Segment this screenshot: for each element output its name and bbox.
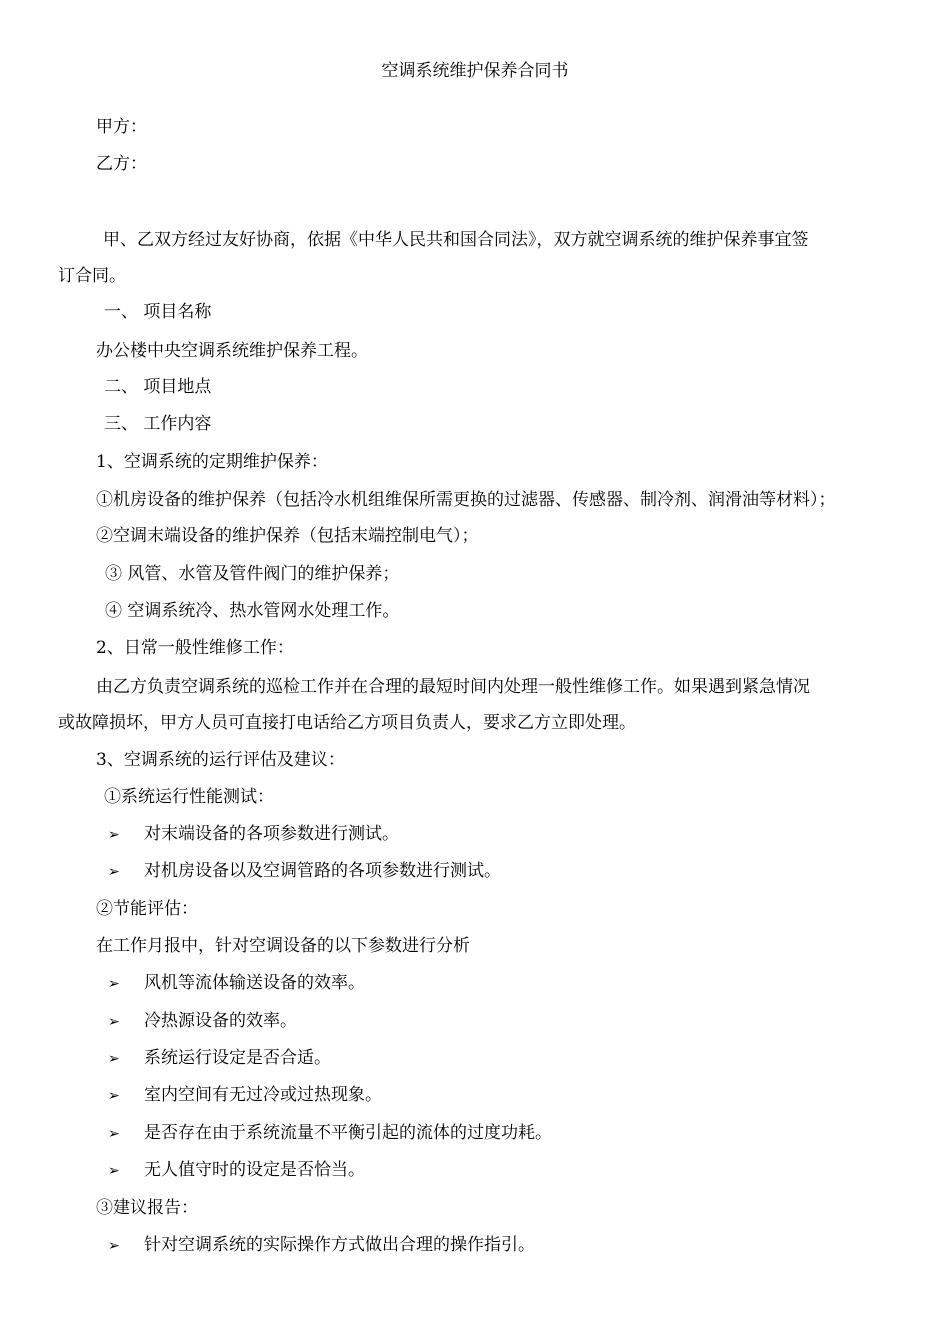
arrow-bullet-icon: ➢ <box>108 827 120 843</box>
list-item-text: 无人值守时的设定是否恰当。 <box>144 1160 365 1180</box>
list-item <box>108 1234 535 1257</box>
party-b-label: 乙方： <box>96 154 147 174</box>
item-2-body-line-2: 或故障损坏，甲方人员可直接打电话给乙方项目负责人，要求乙方立即处理。 <box>58 713 636 733</box>
item-3-a-heading: ①系统运行性能测试： <box>104 787 274 807</box>
list-item-text: 是否存在由于系统流量不平衡引起的流体的过度功耗。 <box>144 1123 552 1143</box>
list-item-text: 风机等流体输送设备的效率。 <box>144 973 365 993</box>
list-item-text: 系统运行设定是否合适。 <box>144 1048 331 1068</box>
section-1-body: 办公楼中央空调系统维护保养工程。 <box>96 341 368 361</box>
list-item <box>108 1010 297 1033</box>
list-item-text: 对末端设备的各项参数进行测试。 <box>144 824 399 844</box>
section-2-heading: 二、 项目地点 <box>104 377 212 397</box>
section-3-heading: 三、 工作内容 <box>104 414 212 434</box>
arrow-bullet-icon: ➢ <box>108 976 120 992</box>
list-item <box>108 1159 365 1182</box>
item-1-a: ①机房设备的维护保养（包括冷水机组维保所需更换的过滤器、传感器、制冷剂、润滑油等材料）； <box>96 490 836 510</box>
party-a-label: 甲方： <box>96 117 147 137</box>
section-1-heading: 一、 项目名称 <box>104 302 212 322</box>
item-1-d: ④ 空调系统冷、热水管网水处理工作。 <box>105 601 400 621</box>
intro-paragraph-line-1: 甲、乙双方经过友好协商，依据《中华人民共和国合同法》，双方就空调系统的维护保养事宜签 <box>103 230 809 250</box>
document-title: 空调系统维护保养合同书 <box>381 61 569 81</box>
arrow-bullet-icon: ➢ <box>108 1163 120 1179</box>
item-3-b-heading: ②节能评估： <box>96 899 198 919</box>
item-3-c-heading: ③建议报告： <box>96 1198 198 1218</box>
list-item-text: 对机房设备以及空调管路的各项参数进行测试。 <box>144 861 501 881</box>
intro-paragraph-line-2: 订合同。 <box>58 266 126 286</box>
list-item-text: 室内空间有无过冷或过热现象。 <box>144 1085 382 1105</box>
arrow-bullet-icon: ➢ <box>108 1238 120 1254</box>
arrow-bullet-icon: ➢ <box>108 1051 120 1067</box>
item-1-b: ②空调末端设备的维护保养（包括末端控制电气）； <box>96 526 479 546</box>
list-item-text: 针对空调系统的实际操作方式做出合理的操作指引。 <box>144 1235 535 1255</box>
arrow-bullet-icon: ➢ <box>108 1088 120 1104</box>
item-2-body-line-1: 由乙方负责空调系统的巡检工作并在合理的最短时间内处理一般性维修工作。如果遇到紧急情况 <box>96 677 810 697</box>
arrow-bullet-icon: ➢ <box>108 1126 120 1142</box>
list-item <box>108 972 365 995</box>
item-1-heading: 1、空调系统的定期维护保养： <box>96 452 328 472</box>
item-3-heading: 3、空调系统的运行评估及建议： <box>96 750 345 770</box>
list-item <box>108 823 399 846</box>
list-item-text: 冷热源设备的效率。 <box>144 1011 297 1031</box>
list-item <box>108 860 501 883</box>
arrow-bullet-icon: ➢ <box>108 864 120 880</box>
list-item <box>108 1084 382 1107</box>
arrow-bullet-icon: ➢ <box>108 1014 120 1030</box>
list-item <box>108 1122 552 1145</box>
item-1-c: ③ 风管、水管及管件阀门的维护保养； <box>105 564 400 584</box>
item-2-heading: 2、日常一般性维修工作： <box>96 638 294 658</box>
list-item <box>108 1047 331 1070</box>
item-3-b-intro: 在工作月报中，针对空调设备的以下参数进行分析 <box>96 936 470 956</box>
